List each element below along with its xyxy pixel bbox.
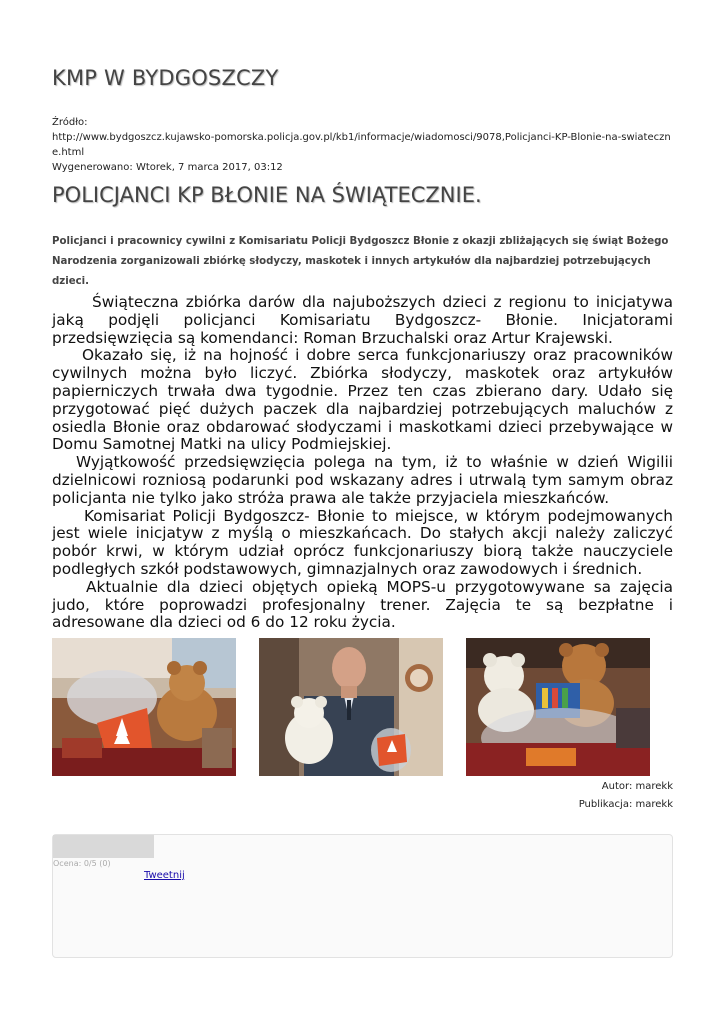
article-lead: Policjanci i pracownicy cywilni z Komisariatu Policji Bydgoszcz Błonie z okazji zbliżających się świąt Bożego Narodzenia zorganizowali zbiórkę słodyczy, maskotek i innych artykułów dla najbardziej potrzebujących dzieci. [52,236,669,287]
photo-gallery [52,638,674,776]
paragraph-4: Komisariat Policji Bydgoszcz- Błonie to miejsce, w którym podejmowanych jest wiele inicjatyw z myślą o mieszkańcach. Do stałych akcji należy zaliczyć pobór krwi, w którym udział oprócz funkcjonariuszy biorą także nauczyciele podległych szkół podstawowych, gimnazjalnych oraz zawodowych i średnich. [52,506,673,578]
rating-text: Ocena: 0/5 (0) [53,859,111,868]
source-url[interactable]: http://www.bydgoszcz.kujawsko-pomorska.policja.gov.pl/kb1/informacje/wiadomosci/9078,Policjanci-KP-Blonie-na-swiateczne.html [52,132,671,158]
article-body [52,294,673,632]
site-title: KMP W BYDGOSZCZY [52,66,279,90]
generated-timestamp: Wygenerowano: Wtorek, 7 marca 2017, 03:12 [52,162,283,173]
paragraph-5: Aktualnie dla dzieci objętych opieką MOPS-u przygotowywane sa zajęcia judo, które poprowadzi profesjonalny trener. Zajęcia te są bezpłatne i adresowane dla dzieci od 6 do 12 roku życia. [52,577,673,632]
source-label: Źródło: [52,117,88,128]
publication-line: Publikacja: marekk [578,799,673,810]
paragraph-1: Świąteczna zbiórka darów dla najuboższych dzieci z regionu to inicjatywa jaką podjęli policjanci Komisariatu Bydgoszcz- Błonie. Inicjatorami przedsięwzięcia są komendanci: Roman Brzuchalski oraz Artur Krajewski. [52,293,673,347]
rating-share-box [52,834,673,958]
paragraph-2: Okazało się, iż na hojność i dobre serca funkcjonariuszy oraz pracowników cywilnych można było liczyć. Zbiórka słodyczy, maskotek oraz artykułów papierniczych trwała dwa tygodnie. Przez ten czas zbierano dary. Udało się przygotować pięć dużych paczek dla najbardziej potrzebujących maluchów z osiedla Błonie oraz obdarować słodyczami i maskotkami dzieci przebywające w Domu Samotnej Matki na ulicy Podmiejskiej. [52,346,673,454]
photo-policeman[interactable] [259,638,443,776]
paragraph-3: Wyjątkowość przedsięwzięcia polega na tym, iż to właśnie w dzień Wigilii dzielnicowi rozniosą podarunki pod wskazany adres i utrwalą tym samym obraz policjanta nie tylko jako stróża prawa ale także przyjaciela mieszkańców. [52,453,673,507]
article-title: POLICJANCI KP BŁONIE NA ŚWIĄTECZNIE. [52,183,482,207]
photo-gifts-1[interactable] [52,638,236,776]
source-info [52,115,674,175]
tweet-link[interactable]: Tweetnij [144,870,185,881]
author-line: Autor: marekk [601,781,673,792]
rating-stars-bar[interactable] [53,835,154,858]
photo-gifts-2[interactable] [466,638,650,776]
article-meta [579,778,673,814]
